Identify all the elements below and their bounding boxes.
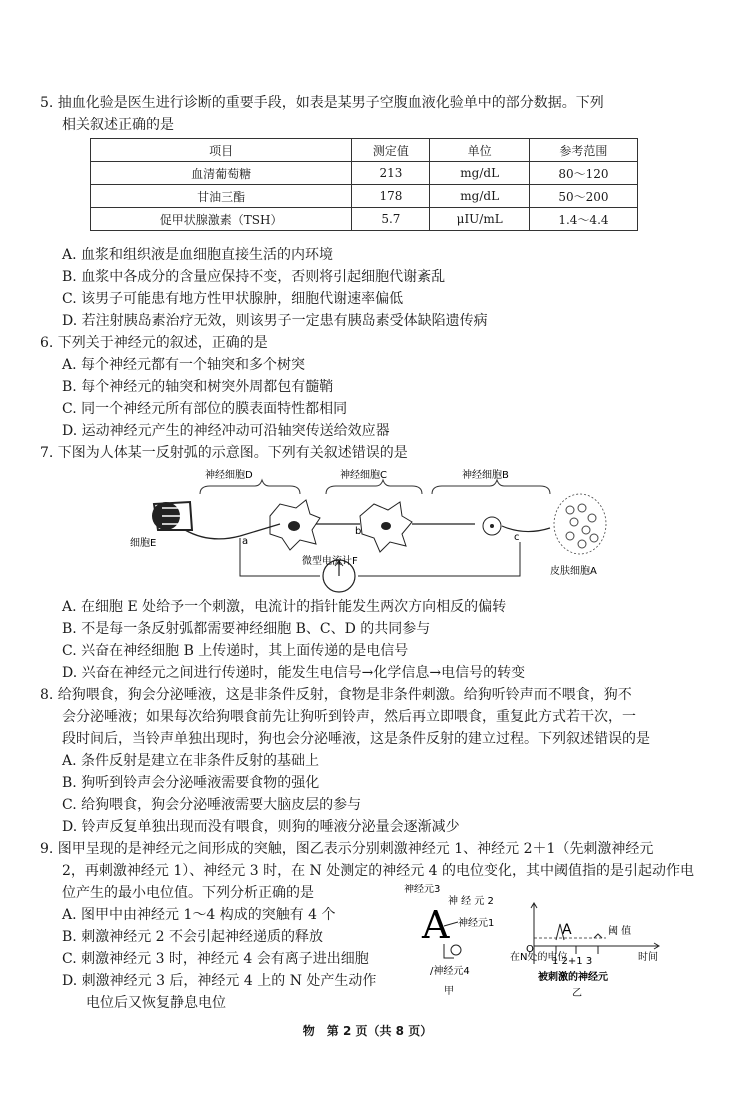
label-yi: 乙 xyxy=(572,988,582,999)
neuron-a-letter: A xyxy=(422,903,450,947)
stimulated-neuron-label: 被刺激的神经元 xyxy=(538,972,608,983)
potential-peak-a: A xyxy=(562,922,572,938)
reflex-arc-diagram xyxy=(130,464,620,594)
q5-option-b: B. 血浆中各成分的含量应保持不变，否则将引起细胞代谢紊乱 xyxy=(62,269,446,285)
table-header: 项目 xyxy=(91,139,352,162)
q9-option-b: B. 刺激神经元 2 不会引起神经递质的释放 xyxy=(62,929,323,945)
table-header: 参考范围 xyxy=(529,139,637,162)
table-header: 测定值 xyxy=(352,139,430,162)
q9-option-a: A. 图甲中由神经元 1～4 构成的突触有 4 个 xyxy=(62,907,336,923)
table-cell: mg/dL xyxy=(430,185,529,208)
q8-option-c: C. 给狗喂食，狗会分泌唾液需要大脑皮层的参与 xyxy=(62,797,362,813)
threshold-label: 阈 值 xyxy=(608,926,632,937)
table-row xyxy=(91,185,638,208)
origin-label: O xyxy=(526,944,534,955)
q6-option-d: D. 运动神经元产生的神经冲动可沿轴突传送给效应器 xyxy=(62,423,390,439)
table-cell: 促甲状腺激素（TSH） xyxy=(91,208,352,231)
lab-results-table xyxy=(90,138,638,231)
q9-option-d-continued: 电位后又恢复静息电位 xyxy=(86,995,226,1011)
q7-option-c: C. 兴奋在神经细胞 B 上传递时，其上面传递的是电信号 xyxy=(62,643,409,659)
q8-stem-line1: 8. 给狗喂食，狗会分泌唾液，这是非条件反射，食物是非条件刺激。给狗听铃声而不喂食，狗不 xyxy=(40,687,632,703)
mark-a: a xyxy=(242,536,249,547)
x-axis-label: 时间 xyxy=(638,952,658,963)
skin-cells-a-icon xyxy=(554,494,606,554)
table-cell: 213 xyxy=(352,162,430,185)
q7-option-b: B. 不是每一条反射弧都需要神经细胞 B、C、D 的共同参与 xyxy=(62,621,431,637)
q6-stem: 6. 下列关于神经元的叙述，正确的是 xyxy=(40,335,268,351)
q7-option-d: D. 兴奋在神经元之间进行传递时，能发生电信号→化学信息→电信号的转变 xyxy=(62,665,526,681)
table-cell: 5.7 xyxy=(352,208,430,231)
q7-stem: 7. 下图为人体某一反射弧的示意图。下列有关叙述错误的是 xyxy=(40,445,408,461)
y-axis-label: 在N处的电位 xyxy=(510,952,568,963)
table-cell: 血清葡萄糖 xyxy=(91,162,352,185)
q9-option-d: D. 刺激神经元 3 后，神经元 4 上的 N 处产生动作 xyxy=(62,973,377,989)
q8-option-d: D. 铃声反复单独出现而没有喂食，则狗的唾液分泌量会逐渐减少 xyxy=(62,819,460,835)
table-header: 单位 xyxy=(430,139,529,162)
q7-option-a: A. 在细胞 E 处给予一个刺激，电流计的指针能发生两次方向相反的偏转 xyxy=(62,599,507,615)
stimulus-ticks: 1 2+1 3 xyxy=(552,956,593,967)
table-cell: 甘油三酯 xyxy=(91,185,352,208)
label-meter-f: 微型电流计F xyxy=(302,556,358,567)
label-jia: 甲 xyxy=(444,986,454,997)
q5-option-c: C. 该男子可能患有地方性甲状腺肿，细胞代谢速率偏低 xyxy=(62,291,404,307)
table-cell: μIU/mL xyxy=(430,208,529,231)
neuron-d-icon xyxy=(270,500,360,550)
q9-stem-line2: 2，再刺激神经元 1）、神经元 3 时，在 N 处测定的神经元 4 的电位变化，其中阈值指的是引起动作电 xyxy=(62,863,695,879)
q9-stem-line1: 9. 图甲呈现的是神经元之间形成的突触，图乙表示分别刺激神经元 1、神经元 2＋1（先刺激神经元 xyxy=(40,841,654,857)
q9-stem-line3: 位产生的最小电位值。下列分析正确的是 xyxy=(62,885,314,901)
table-cell: 178 xyxy=(352,185,430,208)
q5-option-d: D. 若注射胰岛素治疗无效，则该男子一定患有胰岛素受体缺陷遗传病 xyxy=(62,313,488,329)
synapse-and-potential-figure xyxy=(400,884,700,1000)
muscle-cell-e-icon xyxy=(152,502,192,530)
table-cell: 80～120 xyxy=(529,162,637,185)
mark-c: c xyxy=(514,532,520,543)
label-neuron-3: 神经元3 xyxy=(404,884,441,895)
label-neuron-1: 神经元1 xyxy=(458,918,495,929)
neuron-c-icon xyxy=(360,502,475,552)
table-cell: 50～200 xyxy=(529,185,637,208)
label-neuron-2: 神 经 元 2 xyxy=(448,896,494,907)
q6-option-b: B. 每个神经元的轴突和树突外周都包有髓鞘 xyxy=(62,379,334,395)
label-neuron-c: 神经细胞C xyxy=(340,470,387,481)
mark-b: b xyxy=(355,526,362,537)
label-neuron-b: 神经细胞B xyxy=(462,470,509,481)
q5-stem-line2: 相关叙述正确的是 xyxy=(62,117,174,133)
table-cell: mg/dL xyxy=(430,162,529,185)
table-cell: 1.4～4.4 xyxy=(529,208,637,231)
table-row xyxy=(91,162,638,185)
label-neuron-4: /神经元4 xyxy=(430,966,470,977)
page-footer: 物 第 2 页（共 8 页） xyxy=(302,1024,433,1038)
label-neuron-d: 神经细胞D xyxy=(205,470,253,481)
q8-stem-line2: 会分泌唾液；如果每次给狗喂食前先让狗听到铃声，然后再立即喂食，重复此方式若干次，一 xyxy=(62,709,636,725)
q5-option-a: A. 血浆和组织液是血细胞直接生活的内环境 xyxy=(62,247,334,263)
q8-option-a: A. 条件反射是建立在非条件反射的基础上 xyxy=(62,753,320,769)
q8-stem-line3: 段时间后，当铃声单独出现时，狗也会分泌唾液，这是条件反射的建立过程。下列叙述错误的是 xyxy=(62,731,650,747)
q5-stem-line1: 5. 抽血化验是医生进行诊断的重要手段，如表是某男子空腹血液化验单中的部分数据。下列 xyxy=(40,95,604,111)
label-cell-e: 细胞E xyxy=(130,538,157,549)
table-header-row xyxy=(91,139,638,162)
table-row xyxy=(91,208,638,231)
q9-option-c: C. 刺激神经元 3 时，神经元 4 会有离子进出细胞 xyxy=(62,951,369,967)
q6-option-c: C. 同一个神经元所有部位的膜表面特性都相同 xyxy=(62,401,348,417)
label-skin-a: 皮肤细胞A xyxy=(550,566,597,577)
q8-option-b: B. 狗听到铃声会分泌唾液需要食物的强化 xyxy=(62,775,320,791)
q6-option-a: A. 每个神经元都有一个轴突和多个树突 xyxy=(62,357,306,373)
